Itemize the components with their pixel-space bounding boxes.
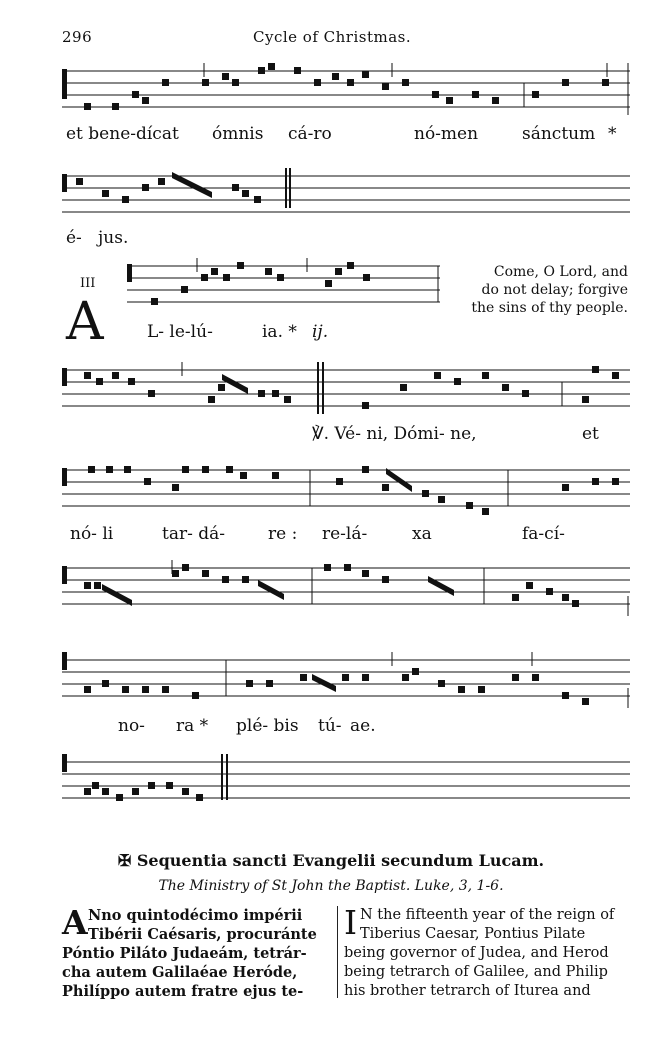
latin-line-1: Tibérii Caésaris, procuránte bbox=[88, 926, 317, 943]
drop-initial-alleluia: A bbox=[66, 292, 104, 352]
chant-staff-4 bbox=[62, 362, 630, 414]
latin-line-2: Póntio Piláto Judaeám, tetrár- bbox=[62, 945, 307, 962]
lyric-line3-0: L- le-lú- bbox=[147, 322, 213, 342]
chant-staff-8 bbox=[62, 754, 630, 806]
lyric-line5-4: xa bbox=[412, 524, 432, 544]
lyric-line5-3: re-lá- bbox=[322, 524, 368, 544]
translation-line-1: do not delay; forgive bbox=[481, 282, 628, 298]
mode-label: III bbox=[80, 276, 96, 291]
sequence-title bbox=[0, 851, 662, 870]
lyric-line6-1: ra * bbox=[176, 716, 209, 736]
chant-staff-6 bbox=[62, 560, 630, 612]
lyric-line4-1: et bbox=[582, 424, 599, 444]
chant-staff-1 bbox=[62, 63, 630, 115]
running-title: Cycle of Christmas. bbox=[253, 28, 412, 46]
lyric-line5-1: tar- dá- bbox=[162, 524, 226, 544]
latin-drop-initial: A bbox=[62, 903, 88, 942]
staff-lines-2 bbox=[62, 168, 630, 220]
english-drop-initial: I bbox=[344, 903, 358, 942]
lyric-line6-4: ae. bbox=[350, 716, 376, 736]
cross-icon: ✠ bbox=[117, 851, 132, 870]
staff-lines-3 bbox=[127, 258, 440, 310]
staff-lines-6 bbox=[62, 560, 630, 612]
staff-lines-7 bbox=[62, 652, 630, 704]
english-line-0: N the fifteenth year of the reign of bbox=[360, 907, 615, 923]
chant-staff-5 bbox=[62, 462, 630, 514]
lyric-line1-2: cá-ro bbox=[288, 124, 332, 144]
lyric-line1-1: ómnis bbox=[212, 124, 264, 144]
lyric-line6-0: no- bbox=[118, 716, 145, 736]
english-line-2: being governor of Judea, and Herod bbox=[344, 945, 609, 961]
lyric-line1-3: nó-men bbox=[414, 124, 479, 144]
chant-staff-7 bbox=[62, 652, 630, 704]
lyric-line1-4: sánctum bbox=[522, 124, 596, 144]
page-number: 296 bbox=[62, 28, 93, 46]
lyric-line1-0: et bene-dícat bbox=[66, 124, 179, 144]
lyric-line1-5: * bbox=[608, 124, 617, 144]
sequence-subtitle: The Ministry of St John the Baptist. Luke, 3, 1-6. bbox=[158, 878, 504, 894]
lyric-line3-2: ij. bbox=[312, 322, 329, 342]
lyric-line2-0: é- bbox=[66, 228, 82, 248]
latin-line-4: Philíppo autem fratre ejus te- bbox=[62, 983, 304, 1000]
latin-line-3: cha autem Galilaéae Heróde, bbox=[62, 964, 298, 981]
lyric-line6-2: plé- bis bbox=[236, 716, 299, 736]
english-line-3: being tetrarch of Galilee, and Philip bbox=[344, 964, 608, 980]
translation-line-2: the sins of thy people. bbox=[471, 300, 628, 316]
column-divider bbox=[337, 906, 338, 998]
staff-lines-5 bbox=[62, 462, 630, 514]
lyric-line4-0: ℣. Vé- ni, Dómi- ne, bbox=[312, 424, 477, 444]
english-line-1: Tiberius Caesar, Pontius Pilate bbox=[360, 926, 586, 942]
staff-lines-1 bbox=[62, 63, 630, 115]
lyric-line5-5: fa-cí- bbox=[522, 524, 565, 544]
english-line-4: his brother tetrarch of Iturea and bbox=[344, 983, 591, 999]
sequence-title-text: Sequentia sancti Evangelii secundum Lucam. bbox=[136, 851, 545, 870]
translation-line-0: Come, O Lord, and bbox=[493, 264, 628, 280]
chant-staff-2 bbox=[62, 168, 630, 220]
chant-staff-3 bbox=[127, 258, 440, 310]
lyric-line5-0: nó- li bbox=[70, 524, 114, 544]
lyric-line3-1: ia. * bbox=[262, 322, 297, 342]
lyric-line6-3: tú- bbox=[318, 716, 342, 736]
latin-line-0: Nno quintodécimo impérii bbox=[88, 907, 303, 924]
lyric-line5-2: re : bbox=[268, 524, 298, 544]
lyric-line2-1: jus. bbox=[98, 228, 129, 248]
staff-lines-8 bbox=[62, 754, 630, 806]
staff-lines-4 bbox=[62, 362, 630, 414]
